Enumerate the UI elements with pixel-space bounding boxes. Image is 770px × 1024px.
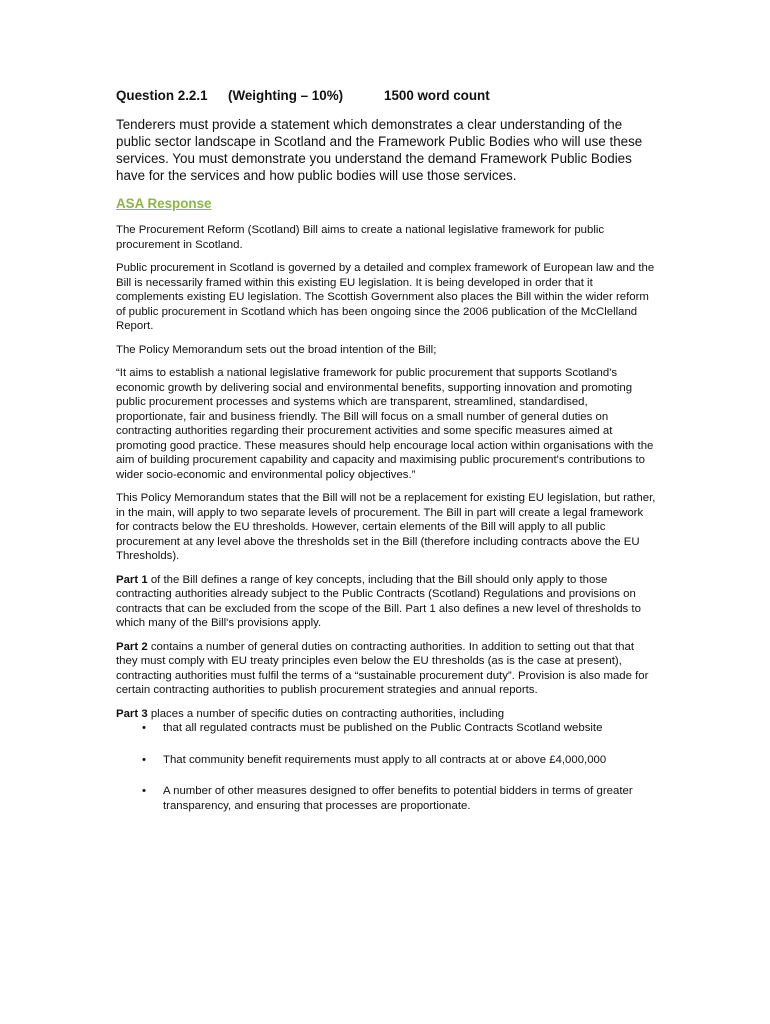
list-item-text: A number of other measures designed to offer benefits to potential bidders in terms of greater transparency, and ensuring that processes are proportionate. [163,785,633,812]
list-item-text: That community benefit requirements must apply to all contracts at or above £4,000,000 [163,753,607,766]
question-weighting: (Weighting – 10%) [228,88,344,103]
response-heading: ASA Response [116,196,212,211]
part-3-text: places a number of specific duties on contracting authorities, including [147,707,505,720]
bullet-icon: • [142,722,146,734]
question-word-count: 1500 word count [384,88,490,103]
bullet-list [116,721,658,813]
part-2-paragraph [116,640,658,698]
paragraph: The Policy Memorandum sets out the broad intention of the Bill; [116,343,437,356]
paragraph: The Procurement Reform (Scotland) Bill aims to create a national legislative framework for public procurement in Scotland. [116,224,605,251]
part-3-label: Part 3 [116,707,148,720]
paragraph: Public procurement in Scotland is governed by a detailed and complex framework of European law and the Bill is necessarily framed within this existing EU legislation. It is being developed in order that it complements existing EU legislation. The Scottish Government also places the Bill within the wider reform of public procurement in Scotland which has been ongoing since the 2006 publication of the McClelland Report. [116,262,655,332]
list-item [116,753,658,768]
part-1-paragraph [116,573,658,631]
question-number: Question 2.2.1 [116,88,208,103]
part-1-text: of the Bill defines a range of key concepts, including that the Bill should only apply to those contracting authorities already subject to the Public Contracts (Scotland) Regulations and provisions on contracts that can be excluded from the scope of the Bill. Part 1 also defines a new level of thresholds to which many of the Bill's provisions apply. [116,573,641,629]
part-3-paragraph [116,707,658,722]
list-item [116,721,658,736]
question-header [116,88,658,103]
list-item [116,784,658,813]
quoted-paragraph: “It aims to establish a national legislative framework for public procurement that supports Scotland's economic growth by delivering social and environmental benefits, supporting innovation and promoting public procurement processes and systems which are transparent, streamlined, standardised, proportionate, fair and business friendly. The Bill will focus on a small number of general duties on contracting authorities regarding their procurement activities and some specific measures aimed at promoting good practice. These measures should help encourage local action within organisations with the aim of building procurement capability and capacity and maximising public procurement's contributions to wider socio-economic and environmental policy objectives.” [116,367,654,481]
paragraph: This Policy Memorandum states that the Bill will not be a replacement for existing EU legislation, but rather, in the main, will apply to two separate levels of procurement. The Bill in part will create a legal framework for contracts below the EU thresholds. However, certain elements of the Bill will apply to all public procurement at any level above the thresholds set in the Bill (therefore including contracts above the EU Thresholds). [116,492,656,562]
bullet-icon: • [142,753,146,766]
bullet-icon: • [142,785,146,797]
question-statement: Tenderers must provide a statement which demonstrates a clear understanding of the public sector landscape in Scotland and the Framework Public Bodies who will use these services. You must demonstrate you understand the demand Framework Public Bodies have for the services and how public bodies will use those services. [116,117,643,183]
part-1-label: Part 1 [116,573,148,586]
part-2-text: contains a number of general duties on contracting authorities. In addition to setting out that that they must comply with EU treaty principles even below the EU thresholds (as is the case at present), contracting authorities must fulfil the terms of a “sustainable procurement duty”. Provision is also made for certain contracting authorities to publish procurement strategies and annual reports. [116,640,649,696]
list-item-text: that all regulated contracts must be published on the Public Contracts Scotland website [163,722,603,734]
part-2-label: Part 2 [116,640,148,653]
